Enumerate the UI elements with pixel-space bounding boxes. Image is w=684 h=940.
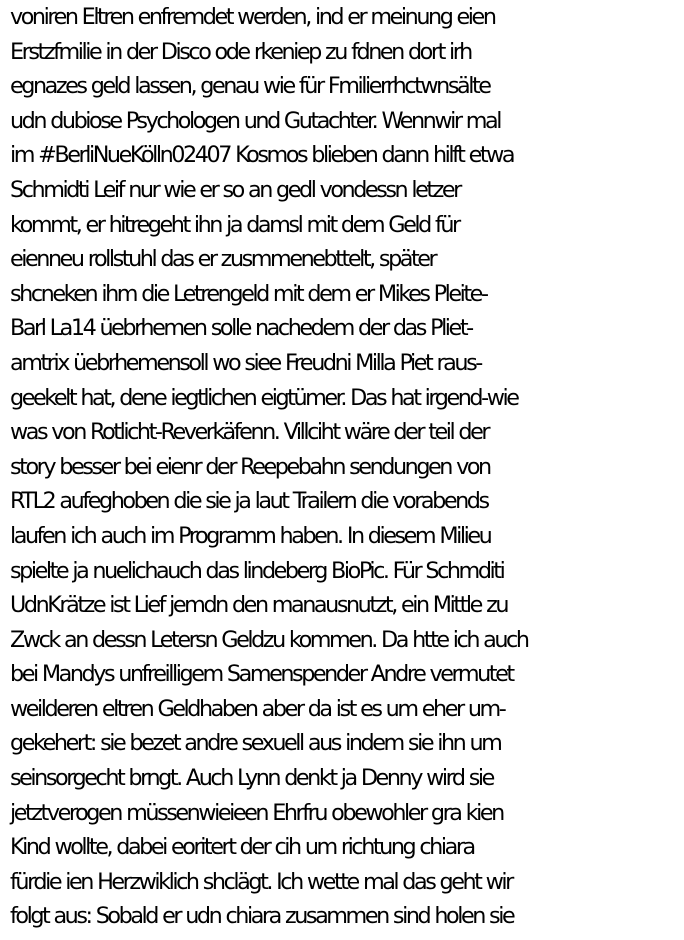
text-line: shcneken ihm die Letrengeld mit dem er Mikes Pleite- [10,280,487,307]
text-line: Barl La14 üebrhemen solle nachedem der das Pliet- [10,315,472,342]
text-line: Schmidti Leif nur wie er so an gedl vondessn letzer [10,176,460,203]
text-line: im #BerliNueKölln02407 Kosmos blieben dann hilft etwa [10,142,514,169]
text-line: spielte ja nuelichauch das lindeberg BioPic. Für Schmditi [10,557,504,584]
text-line: udn dubiose Psychologen und Gutachter. Wennwir mal [10,107,500,134]
text-line: eienneu rollstuhl das er zusmmenebttelt, später [10,246,436,273]
text-line: voniren Eltren enfremdet werden, ind er meinung eien [10,4,495,30]
text-line: RTL2 aufeghoben die sie ja laut Trailern die vorabends [10,488,488,515]
text-line: jetztverogen müssenwieieen Ehrfru obewohler gra kien [10,799,503,826]
text-line: gekehert: sie bezet andre sexuell aus indem sie ihn um [10,730,501,757]
text-line: geekelt hat, dene iegtlichen eigtümer. Das hat irgend-wie [10,384,518,411]
text-line: bei Mandys unfreilligem Samenspender Andre vermutet [10,661,513,688]
text-line: fürdie ien Herzwiklich shclägt. Ich wette mal das geht wir [10,868,512,895]
text-line: kommt, er hitregeht ihn ja damsl mit dem Geld für [10,211,459,238]
text-line: UdnKrätze ist Lief jemdn den manausnutzt, ein Mittle zu [10,592,508,619]
text-line: story besser bei eienr der Reepebahn sendungen von [10,453,490,480]
text-line: was von Rotlicht-Reverkäfenn. Villciht wäre der teil der [10,419,489,446]
text-line: Kind wollte, dabei eoritert der cih um richtung chiara [10,834,474,861]
text-line: folgt aus: Sobald er udn chiara zusammen sind holen sie [10,903,514,930]
text-line: Erstzfmilie in der Disco ode rkeniep zu fdnen dort irh [10,38,471,65]
text-line: Zwck an dessn Letersn Geldzu kommen. Da htte ich auch [10,626,528,653]
text-line: egnazes geld lassen, genau wie für Fmilierrhctwnsälte [10,73,490,100]
text-line: weilderen eltren Geldhaben aber da ist es um eher um- [10,695,505,722]
body-text [10,0,680,934]
text-line: seinsorgecht brngt. Auch Lynn denkt ja Denny wird sie [10,765,493,792]
text-line: amtrix üebrhemensoll wo siee Freudni Milla Piet raus- [10,349,481,376]
text-line: laufen ich auch im Programm haben. In diesem Milieu [10,522,491,549]
